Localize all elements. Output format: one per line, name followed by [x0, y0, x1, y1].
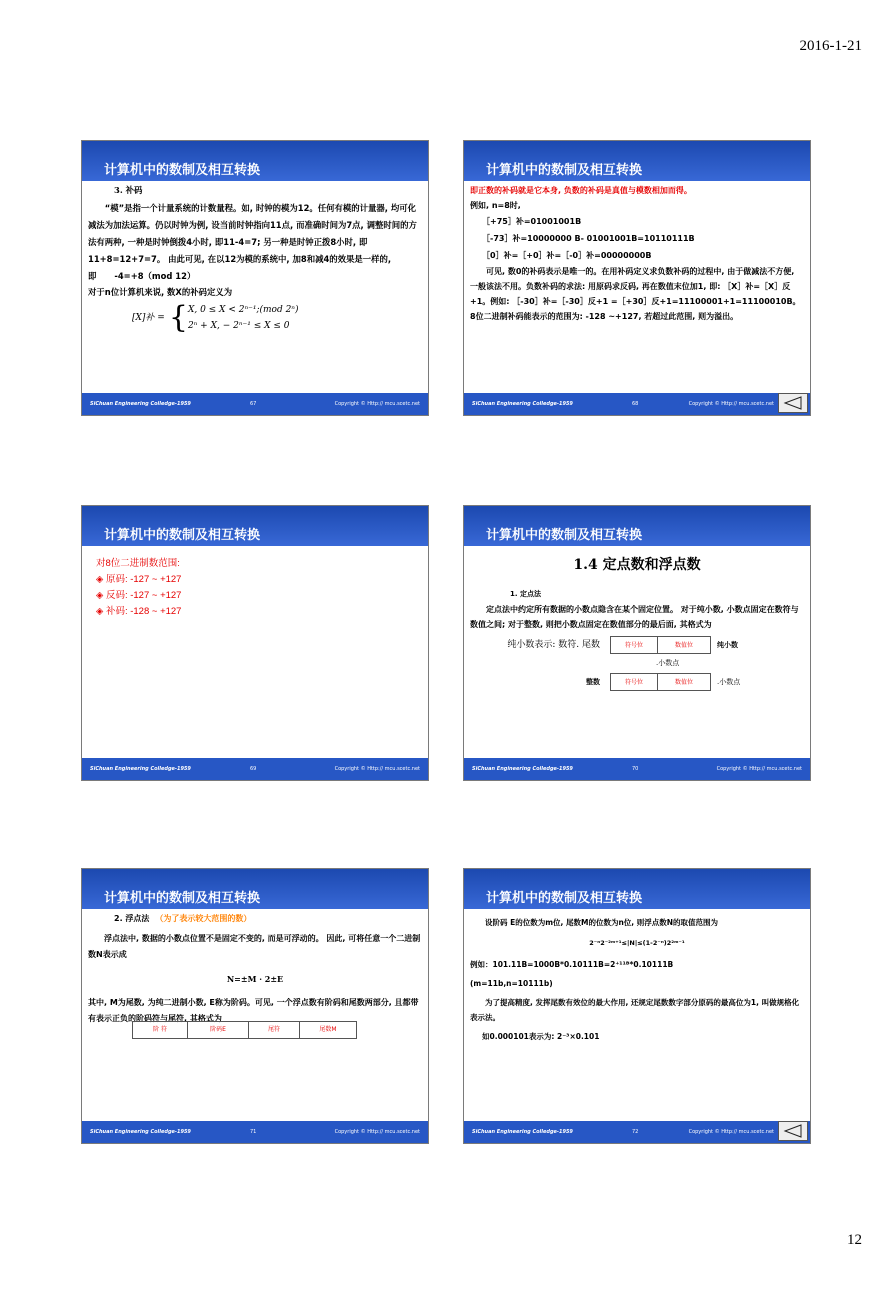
page-number: 12 — [847, 1232, 862, 1248]
float-format — [132, 1021, 422, 1039]
range-intro: 对8位二进制数范围: — [96, 558, 180, 569]
example-line: ［0］补=［+0］补=［-0］补=00000000B — [482, 251, 652, 260]
mantissa-box: 尾数M — [300, 1021, 357, 1039]
formula-case-2: 2ⁿ + X, − 2ⁿ⁻¹ ≤ X ≤ 0 — [187, 321, 290, 331]
paragraph: 对于n位计算机来说, 数X的补码定义为 — [88, 287, 233, 297]
slide-body — [88, 911, 422, 1117]
heading-note: （为了表示较大范围的数） — [155, 914, 252, 923]
slide-71 — [81, 868, 429, 1144]
value-bit-box: 数值位 — [658, 636, 711, 654]
paragraph: 例如, n=8时, — [470, 201, 521, 210]
slide-title-bar — [82, 506, 428, 546]
slide-title-bar — [464, 869, 810, 909]
range-item: ◈ 反码: -127 ~ +127 — [96, 590, 182, 601]
decimal-point-label: .小数点 — [717, 677, 741, 686]
value-bit-box: 数值位 — [658, 673, 711, 691]
back-nav-button[interactable] — [778, 393, 808, 413]
slide-69 — [81, 505, 429, 781]
exponent-box: 阶码E — [188, 1021, 249, 1039]
mantissa-sign-box: 尾符 — [249, 1021, 300, 1039]
pure-decimal-format — [470, 636, 804, 654]
section-heading: 1. 定点法 — [510, 590, 541, 598]
example-line: ［-73］补=10000000 B- 01001001B=10110111B — [482, 234, 695, 243]
decimal-point-label: .小数点 — [656, 659, 680, 667]
complement-formula — [132, 302, 422, 334]
pure-decimal-label: 纯小数表示: 数符. 尾数 — [507, 639, 600, 650]
slide-footer: SiChuan Engineering Colledge-1959 71 Copyright © Http:// mcu.scetc.net — [82, 1121, 428, 1143]
section-heading: 3. 补码 — [114, 185, 143, 195]
slide-title: 计算机中的数制及相互转换 — [486, 891, 643, 906]
paragraph: 浮点法中, 数据的小数点位置不是固定不变的, 而是可浮动的。 因此, 可将任意一个二进制数N表示成 — [88, 934, 421, 959]
triangle-left-icon — [779, 394, 807, 412]
paragraph: 为了提高精度, 发挥尾数有效位的最大作用, 还规定尾数数字部分原码的最高位为1, 叫做规格化表示法。 — [470, 998, 800, 1022]
paragraph: 即正数的补码就是它本身, 负数的补码是真值与模数相加而得。 — [470, 186, 692, 195]
slide-title: 计算机中的数制及相互转换 — [104, 891, 261, 906]
range-formula: 2⁻ⁿ2⁻²ᵐ⁺¹≤|N|≤(1-2⁻ⁿ)2²ᵐ⁻¹ — [589, 939, 685, 947]
equation: -4=+8（mod 12） — [114, 271, 196, 281]
example-line: (m=11b,n=10111b) — [470, 979, 553, 988]
back-nav-button[interactable] — [778, 1121, 808, 1141]
exponent-sign-box: 阶 符 — [132, 1021, 188, 1039]
paragraph: 可见, 数0的补码表示是唯一的。在用补码定义求负数补码的过程中, 由于做减法不方便, 一般该法不用。负数补码的求法: 用原码求反码, 再在数值末位加1, 即: ［X］补=［X］反+1。例如: ［-30］补=［-30］反+1 =［+30］反+1=11100001+1=11100010B。 8位二进制补码能表示的范围为: -128 ~+127, 若超过此范围, 则为溢出。 — [470, 267, 801, 321]
slide-body — [470, 911, 804, 1117]
slide-body — [470, 183, 804, 389]
sign-bit-box: 符号位 — [610, 673, 658, 691]
triangle-left-icon — [779, 1122, 807, 1140]
slide-title-bar — [82, 869, 428, 909]
paragraph: 设阶码 E的位数为m位, 尾数M的位数为n位, 则浮点数N的取值范围为 — [485, 918, 719, 927]
slide-body — [470, 548, 804, 754]
paragraph: 定点法中约定所有数据的小数点隐含在某个固定位置。 对于纯小数, 小数点固定在数符与数值之间; 对于整数, 则把小数点固定在数值部分的最后面, 其格式为 — [470, 605, 799, 629]
slide-title: 计算机中的数制及相互转换 — [486, 163, 643, 178]
formula: N=±M · 2±E — [226, 974, 284, 984]
formula-case-1: X, 0 ≤ X < 2ⁿ⁻¹;(mod 2ⁿ) — [187, 305, 299, 315]
slide-footer: SiChuan Engineering Colledge-1959 69 Copyright © Http:// mcu.scetc.net — [82, 758, 428, 780]
slide-body — [96, 556, 422, 754]
slide-title-bar — [464, 141, 810, 181]
integer-label: 整数 — [586, 677, 600, 686]
example-line: ［+75］补=01001001B — [482, 217, 582, 226]
slide-title: 计算机中的数制及相互转换 — [104, 163, 261, 178]
slide-footer: SiChuan Engineering Colledge-1959 72 Copyright © Http:// mcu.scetc.net — [464, 1121, 810, 1143]
range-item: ◈ 补码: -128 ~ +127 — [96, 606, 182, 617]
pure-decimal-note: 纯小数 — [717, 640, 738, 649]
brace: { — [168, 300, 188, 335]
slide-title: 计算机中的数制及相互转换 — [104, 528, 261, 543]
sign-bit-box: 符号位 — [610, 636, 658, 654]
slide-body — [88, 183, 422, 389]
section-heading: 2. 浮点法 （为了表示较大范围的数） — [114, 914, 252, 923]
section-title: 1.4 定点数和浮点数 — [573, 557, 701, 573]
paragraph: “模”是指一个计量系统的计数量程。如, 时钟的模为12。任何有模的计量器, 均可化减法为加法运算。仍以时钟为例, 设当前时钟指向11点, 而准确时间为7点, 调整时间的方法有两种, 一种是时钟倒拨4小时, 即11-4=7; 另一种是时钟正拨8小时, 即11+8=12+7=7。 由此可见, 在以12为模的系统中, 加8和减4的效果是一样的, 即 -4=+8（mod 12） — [88, 203, 417, 281]
slide-footer: SiChuan Engineering Colledge-1959 70 Copyright © Http:// mcu.scetc.net — [464, 758, 810, 780]
example-line: 如0.000101表示为: 2⁻³×0.101 — [482, 1032, 600, 1041]
integer-format — [470, 673, 804, 691]
paragraph: 其中, M为尾数, 为纯二进制小数, E称为阶码。可见, 一个浮点数有阶码和尾数两部分, 且都带有表示正负的阶码符与尾符, 其格式为 — [88, 998, 419, 1023]
slide-title: 计算机中的数制及相互转换 — [486, 528, 643, 543]
slide-footer: SiChuan Engineering Colledge-1959 67 Copyright © Http:// mcu.scetc.net — [82, 393, 428, 415]
header-date: 2016-1-21 — [799, 38, 862, 54]
example-line: 例如：101.11B=1000B*0.10111B=2⁺¹¹ᴮ*0.10111B — [470, 960, 674, 969]
slide-72 — [463, 868, 811, 1144]
formula-lhs: [X]补 = — [132, 312, 165, 323]
slide-title-bar — [82, 141, 428, 181]
slide-67 — [81, 140, 429, 416]
slide-footer: SiChuan Engineering Colledge-1959 68 Copyright © Http:// mcu.scetc.net — [464, 393, 810, 415]
slide-70 — [463, 505, 811, 781]
range-item: ◈ 原码: -127 ~ +127 — [96, 574, 182, 585]
slide-68 — [463, 140, 811, 416]
slide-title-bar — [464, 506, 810, 546]
